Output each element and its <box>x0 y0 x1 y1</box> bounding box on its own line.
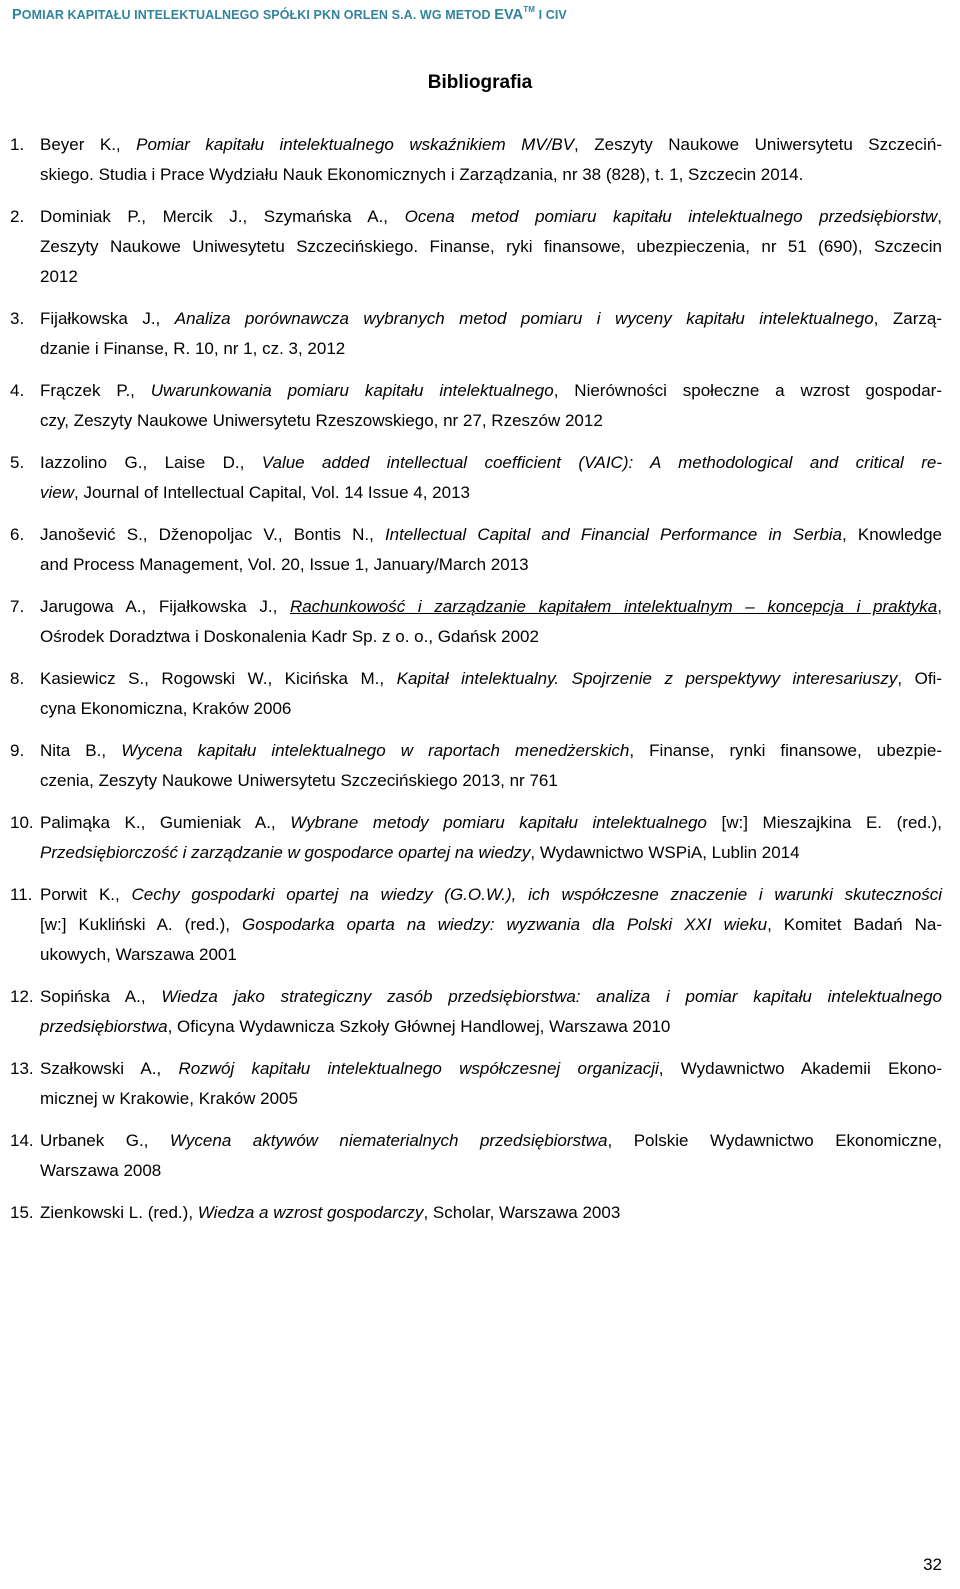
entry-segment: Frączek P., <box>40 381 151 400</box>
entry-segment: , Finanse, rynki finansowe, ubezpie- <box>629 741 942 760</box>
entry-segment: dzanie i Finanse, R. 10, nr 1, cz. 3, 2012 <box>40 339 346 358</box>
header-part-2: OMIAR KAPITAŁU INTELEKTUALNEGO SPÓŁKI PKN ORLEN S.A. W <box>21 8 432 22</box>
entry-text <box>40 1126 942 1186</box>
entry-line <box>40 376 942 406</box>
entry-number: 10. <box>10 813 34 832</box>
header-part-1: P <box>12 7 22 23</box>
bibliography-entry <box>10 736 942 796</box>
entry-segment: czenia, Zeszyty Naukowe Uniwersytetu Szczecińskiego 2013, nr 761 <box>40 771 558 790</box>
bibliography-entry <box>10 880 942 970</box>
entry-title-segment: Kapitał intelektualny. Spojrzenie z perspektywy interesariuszy <box>396 669 898 688</box>
entry-line <box>40 520 942 550</box>
entry-segment: Janošević S., Dženopoljac V., Bontis N., <box>40 525 385 544</box>
entry-title-segment: Rachunkowość i zarządzanie kapitałem intelektualnym – koncepcja i praktyka <box>289 597 938 616</box>
entry-number: 6. <box>10 525 25 544</box>
bibliography-entry <box>10 376 942 436</box>
entry-segment: , Polskie Wydawnictwo Ekonomiczne, <box>607 1131 942 1150</box>
entry-number: 12. <box>10 987 34 1006</box>
entry-number: 11. <box>10 885 33 904</box>
entry-title-segment: przedsiębiorstwa <box>40 1017 168 1036</box>
page-title: Bibliografia <box>427 72 533 93</box>
entry-segment: , Nierówności społeczne a wzrost gospodar- <box>553 381 942 400</box>
bibliography-entry <box>10 520 942 580</box>
header-part-3: G METOD <box>431 8 495 22</box>
entry-number: 1. <box>10 135 25 154</box>
entry-segment: Sopińska A., <box>40 987 162 1006</box>
entry-segment: Zienkowski L. (red.), <box>40 1203 198 1222</box>
bibliography-entry <box>10 1126 942 1186</box>
entry-segment: Warszawa 2008 <box>40 1161 162 1180</box>
entry-title-segment: Wycena kapitału intelektualnego w raportach menedżerskich <box>121 741 630 760</box>
entry-title-segment: view <box>40 483 75 502</box>
entry-segment: Szałkowski A., <box>40 1059 179 1078</box>
entry-text <box>40 736 942 796</box>
entry-segment: micznej w Krakowie, Kraków 2005 <box>40 1089 298 1108</box>
entry-segment: skiego. Studia i Prace Wydziału Nauk Ekonomicznych i Zarządzania, nr 38 (828), t. 1, Szczecin 2014. <box>40 165 804 184</box>
bibliography-entry <box>10 304 942 364</box>
bibliography-entry <box>10 982 942 1042</box>
entry-segment: Nita B., <box>40 741 122 760</box>
entry-text <box>40 808 942 868</box>
entry-segment: , <box>937 207 943 226</box>
entry-line <box>40 736 942 766</box>
entry-line <box>40 262 942 292</box>
entry-number: 7. <box>10 597 25 616</box>
entry-line <box>40 880 942 910</box>
page-number: 32 <box>923 1555 942 1574</box>
entry-segment: , Wydawnictwo Akademii Ekono- <box>658 1059 942 1078</box>
entry-segment: ukowych, Warszawa 2001 <box>40 945 237 964</box>
running-header <box>12 5 942 23</box>
entry-title-segment: Pomiar kapitału intelektualnego wskaźnikiem MV/BV <box>136 135 575 154</box>
entry-line <box>40 406 942 436</box>
entry-text <box>40 664 942 724</box>
entry-segment: , Scholar, Warszawa 2003 <box>423 1203 621 1222</box>
entry-line <box>40 940 942 970</box>
entry-text <box>40 202 942 292</box>
entry-segment: Palimąka K., Gumieniak A., <box>40 813 291 832</box>
entry-line <box>40 766 942 796</box>
entry-text <box>40 520 942 580</box>
entry-segment: , Oficyna Wydawnicza Szkoły Głównej Handlowej, Warszawa 2010 <box>167 1017 671 1036</box>
entry-number: 3. <box>10 309 25 328</box>
entry-line <box>40 1126 942 1156</box>
entry-segment: Ośrodek Doradztwa i Doskonalenia Kadr Sp. z o. o., Gdańsk 2002 <box>40 627 539 646</box>
entry-title-segment: Wybrane metody pomiaru kapitału intelektualnego <box>290 813 707 832</box>
entry-text <box>40 1198 942 1228</box>
entry-segment: Kasiewicz S., Rogowski W., Kicińska M., <box>40 669 397 688</box>
entry-text <box>40 880 942 970</box>
entry-segment: Urbanek G., <box>40 1131 170 1150</box>
entry-title-segment: Uwarunkowania pomiaru kapitału intelektualnego <box>150 381 554 400</box>
header-part-4: EVA <box>494 7 524 23</box>
entry-number: 5. <box>10 453 25 472</box>
entry-line <box>40 592 942 622</box>
entry-line <box>40 202 942 232</box>
entry-line <box>40 1084 942 1114</box>
entry-text <box>40 376 942 436</box>
entry-segment: Zeszyty Naukowe Uniwesytetu Szczecińskiego. Finanse, ryki finansowe, ubezpieczenia, nr 51 (690), Szczecin <box>40 237 942 256</box>
entry-segment: Jarugowa A., Fijałkowska J., <box>40 597 290 616</box>
entry-segment: Fijałkowska J., <box>40 309 175 328</box>
header-part-5: I CIV <box>535 8 567 22</box>
entry-number: 8. <box>10 669 25 688</box>
entry-text <box>40 304 942 364</box>
entry-title-segment: Value added intellectual coefficient (VAIC): A methodological and critical re- <box>261 453 942 472</box>
entry-text <box>40 592 942 652</box>
entry-segment: Porwit K., <box>40 885 132 904</box>
entry-title-segment: Cechy gospodarki opartej na wiedzy (G.O.W.), ich współczesne znaczenie i warunki skuteczności <box>131 885 942 904</box>
entry-segment: 2012 <box>40 267 78 286</box>
entry-title-segment: Ocena metod pomiaru kapitału intelektualnego przedsiębiorstw <box>404 207 938 226</box>
entry-line <box>40 130 942 160</box>
entry-title-segment: Intellectual Capital and Financial Performance in Serbia <box>384 525 843 544</box>
entry-line <box>40 304 942 334</box>
header-trademark: TM <box>523 5 536 14</box>
entry-text <box>40 982 942 1042</box>
bibliography-entry <box>10 202 942 292</box>
entry-segment: [w:] Mieszajkina E. (red.), <box>706 813 942 832</box>
entry-line <box>40 334 942 364</box>
entry-number: 13. <box>10 1059 34 1078</box>
entry-line <box>40 1156 942 1186</box>
entry-title-segment: Analiza porównawcza wybranych metod pomiaru i wyceny kapitału intelektualnego <box>174 309 874 328</box>
entry-segment: , Zarzą- <box>873 309 942 328</box>
entry-title-segment: Rozwój kapitału intelektualnego współczesnej organizacji <box>178 1059 659 1078</box>
entry-line <box>40 448 942 478</box>
entry-line <box>40 232 942 262</box>
entry-number: 14. <box>10 1131 34 1150</box>
entry-segment: , Wydawnictwo WSPiA, Lublin 2014 <box>530 843 800 862</box>
entry-segment: czy, Zeszyty Naukowe Uniwersytetu Rzeszowskiego, nr 27, Rzeszów 2012 <box>40 411 603 430</box>
entry-segment: Iazzolino G., Laise D., <box>40 453 262 472</box>
entry-text <box>40 448 942 508</box>
bibliography-entry <box>10 448 942 508</box>
entry-title-segment: Wiedza a wzrost gospodarczy <box>197 1203 424 1222</box>
entry-segment: Beyer K., <box>40 135 137 154</box>
entry-text <box>40 1054 942 1114</box>
entry-segment: , Ofi- <box>897 669 942 688</box>
entry-segment: , Komitet Badań Na- <box>767 915 942 934</box>
entry-line <box>40 808 942 838</box>
entry-line <box>40 1054 942 1084</box>
bibliography-entry <box>10 592 942 652</box>
entry-number: 2. <box>10 207 25 226</box>
entry-segment: , Knowledge <box>842 525 942 544</box>
entry-line <box>40 1012 942 1042</box>
bibliography-entry <box>10 130 942 190</box>
entry-segment: , <box>937 597 942 616</box>
entry-segment: , Zeszyty Naukowe Uniwersytetu Szczeciń- <box>574 135 942 154</box>
entry-number: 4. <box>10 381 25 400</box>
entry-segment: Dominiak P., Mercik J., Szymańska A., <box>40 207 405 226</box>
entry-line <box>40 694 942 724</box>
entry-text <box>40 130 942 190</box>
entry-number: 9. <box>10 741 25 760</box>
entry-number: 15. <box>10 1203 34 1222</box>
entry-segment: and Process Management, Vol. 20, Issue 1, January/March 2013 <box>40 555 529 574</box>
entry-line <box>40 910 942 940</box>
entry-line <box>40 1198 942 1228</box>
entry-line <box>40 160 942 190</box>
entry-segment: , Journal of Intellectual Capital, Vol. 14 Issue 4, 2013 <box>74 483 470 502</box>
entry-segment: [w:] Kukliński A. (red.), <box>40 915 243 934</box>
entry-title-segment: Przedsiębiorczość i zarządzanie w gospodarce opartej na wiedzy <box>40 843 531 862</box>
bibliography-entry <box>10 1198 942 1228</box>
entry-title-segment: Wycena aktywów niematerialnych przedsiębiorstwa <box>169 1131 608 1150</box>
bibliography-entry <box>10 808 942 868</box>
entry-line <box>40 550 942 580</box>
entry-segment: cyna Ekonomiczna, Kraków 2006 <box>40 699 292 718</box>
bibliography-entry <box>10 664 942 724</box>
entry-line <box>40 664 942 694</box>
entry-line <box>40 838 942 868</box>
entry-title-segment: Gospodarka oparta na wiedzy: wyzwania dla Polski XXI wieku <box>242 915 768 934</box>
entry-title-segment: Wiedza jako strategiczny zasób przedsiębiorstwa: analiza i pomiar kapitału intelektualnego <box>161 987 942 1006</box>
bibliography-entry <box>10 1054 942 1114</box>
entry-line <box>40 982 942 1012</box>
entry-line <box>40 622 942 652</box>
entry-line <box>40 478 942 508</box>
